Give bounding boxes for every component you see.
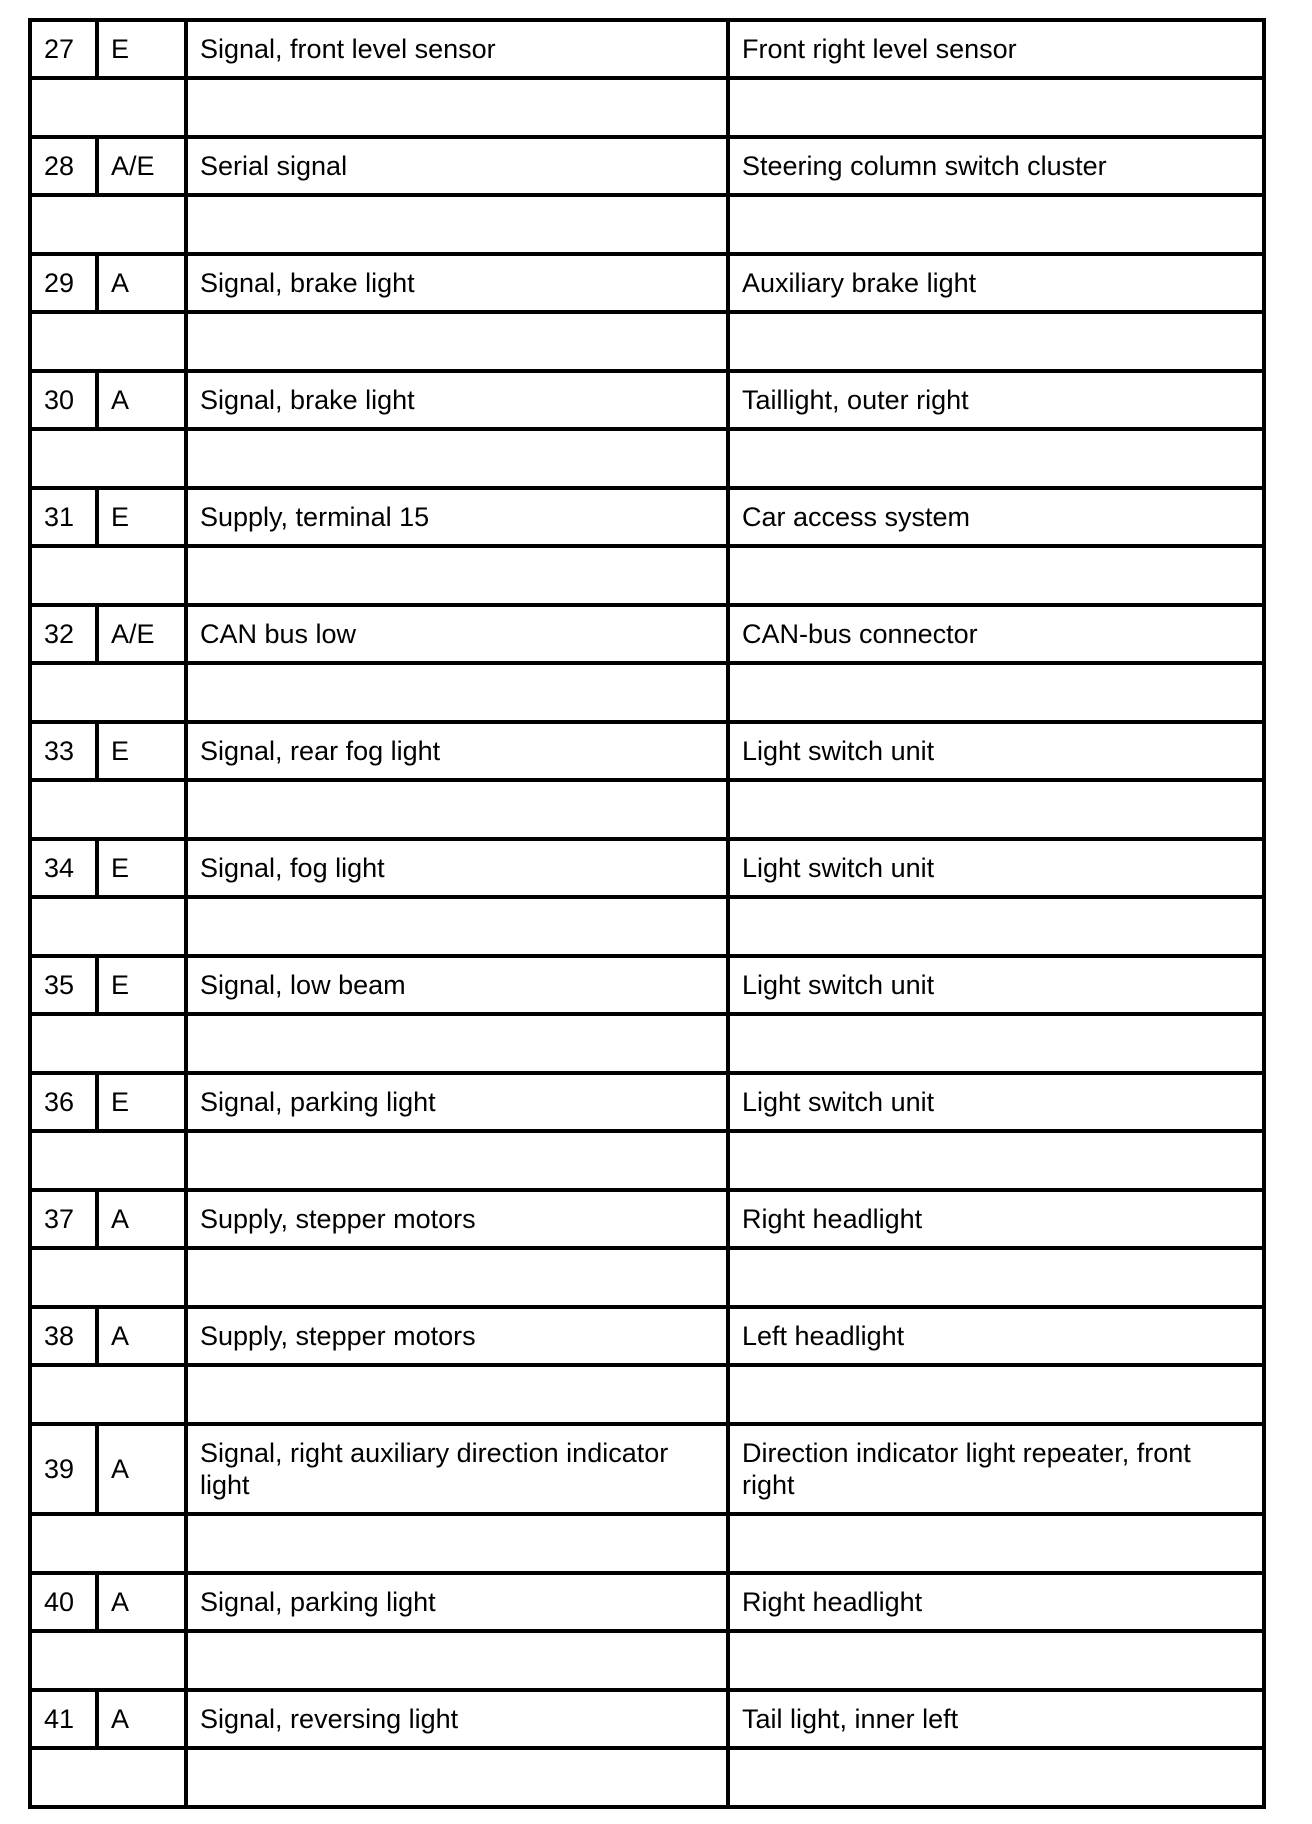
pin-number-cell: 30 — [30, 371, 97, 429]
empty-cell — [186, 1514, 728, 1573]
connected-component-cell: Car access system — [728, 488, 1264, 546]
pin-assignment-table — [28, 18, 1266, 1809]
empty-cell — [30, 1131, 186, 1190]
empty-cell — [30, 780, 186, 839]
empty-cell — [186, 1365, 728, 1424]
pin-number-cell: 29 — [30, 254, 97, 312]
empty-cell — [30, 1248, 186, 1307]
table-row — [30, 605, 1264, 663]
connected-component-cell: Light switch unit — [728, 1073, 1264, 1131]
signal-description-cell: CAN bus low — [186, 605, 728, 663]
table-spacer-row — [30, 1631, 1264, 1690]
table-spacer-row — [30, 78, 1264, 137]
empty-cell — [186, 1631, 728, 1690]
connected-component-cell: Right headlight — [728, 1190, 1264, 1248]
empty-cell — [30, 1631, 186, 1690]
empty-cell — [186, 780, 728, 839]
empty-cell — [186, 78, 728, 137]
table-spacer-row — [30, 1365, 1264, 1424]
table-spacer-row — [30, 1514, 1264, 1573]
table-row — [30, 1190, 1264, 1248]
signal-description-cell: Signal, brake light — [186, 371, 728, 429]
pin-number-cell: 31 — [30, 488, 97, 546]
empty-cell — [186, 663, 728, 722]
connected-component-cell: Auxiliary brake light — [728, 254, 1264, 312]
empty-cell — [728, 780, 1264, 839]
pin-number-cell: 37 — [30, 1190, 97, 1248]
connected-component-cell: Light switch unit — [728, 722, 1264, 780]
empty-cell — [30, 663, 186, 722]
pin-number-cell: 36 — [30, 1073, 97, 1131]
pin-number-cell: 38 — [30, 1307, 97, 1365]
signal-description-cell: Supply, stepper motors — [186, 1307, 728, 1365]
empty-cell — [728, 1365, 1264, 1424]
table-row — [30, 1690, 1264, 1748]
empty-cell — [186, 546, 728, 605]
empty-cell — [728, 663, 1264, 722]
table-row — [30, 371, 1264, 429]
pin-type-cell: E — [97, 722, 186, 780]
empty-cell — [30, 546, 186, 605]
pin-type-cell: E — [97, 1073, 186, 1131]
table-row — [30, 956, 1264, 1014]
empty-cell — [186, 1014, 728, 1073]
signal-description-cell: Signal, low beam — [186, 956, 728, 1014]
empty-cell — [186, 429, 728, 488]
empty-cell — [728, 195, 1264, 254]
empty-cell — [728, 1748, 1264, 1807]
empty-cell — [728, 546, 1264, 605]
pin-type-cell: A — [97, 1307, 186, 1365]
signal-description-cell: Signal, brake light — [186, 254, 728, 312]
pin-number-cell: 27 — [30, 20, 97, 78]
empty-cell — [728, 1248, 1264, 1307]
table-row — [30, 722, 1264, 780]
pin-number-cell: 41 — [30, 1690, 97, 1748]
pin-number-cell: 33 — [30, 722, 97, 780]
pin-type-cell: A — [97, 254, 186, 312]
empty-cell — [728, 1131, 1264, 1190]
empty-cell — [30, 312, 186, 371]
table-spacer-row — [30, 312, 1264, 371]
table-row — [30, 1073, 1264, 1131]
connected-component-cell: Left headlight — [728, 1307, 1264, 1365]
table-spacer-row — [30, 1748, 1264, 1807]
table-row — [30, 137, 1264, 195]
table-spacer-row — [30, 1131, 1264, 1190]
empty-cell — [30, 1365, 186, 1424]
pin-number-cell: 35 — [30, 956, 97, 1014]
table-spacer-row — [30, 780, 1264, 839]
pin-type-cell: E — [97, 839, 186, 897]
pin-type-cell: A/E — [97, 137, 186, 195]
empty-cell — [30, 1748, 186, 1807]
pin-number-cell: 28 — [30, 137, 97, 195]
empty-cell — [728, 429, 1264, 488]
pin-type-cell: A/E — [97, 605, 186, 663]
table-spacer-row — [30, 663, 1264, 722]
table-spacer-row — [30, 429, 1264, 488]
pin-type-cell: A — [97, 371, 186, 429]
signal-description-cell: Signal, reversing light — [186, 1690, 728, 1748]
table-row — [30, 1573, 1264, 1631]
signal-description-cell: Signal, rear fog light — [186, 722, 728, 780]
connected-component-cell: Tail light, inner left — [728, 1690, 1264, 1748]
connected-component-cell: CAN-bus connector — [728, 605, 1264, 663]
pin-number-cell: 39 — [30, 1424, 97, 1514]
pin-type-cell: A — [97, 1190, 186, 1248]
pin-type-cell: A — [97, 1424, 186, 1514]
signal-description-cell: Signal, front level sensor — [186, 20, 728, 78]
empty-cell — [186, 312, 728, 371]
pin-table-body — [30, 20, 1264, 1807]
table-row — [30, 254, 1264, 312]
pin-type-cell: A — [97, 1690, 186, 1748]
pin-type-cell: A — [97, 1573, 186, 1631]
pin-number-cell: 40 — [30, 1573, 97, 1631]
pin-number-cell: 34 — [30, 839, 97, 897]
pin-type-cell: E — [97, 20, 186, 78]
empty-cell — [728, 78, 1264, 137]
pin-type-cell: E — [97, 488, 186, 546]
signal-description-cell: Signal, fog light — [186, 839, 728, 897]
table-spacer-row — [30, 897, 1264, 956]
empty-cell — [186, 1248, 728, 1307]
table-row — [30, 1307, 1264, 1365]
empty-cell — [30, 897, 186, 956]
empty-cell — [728, 312, 1264, 371]
empty-cell — [728, 897, 1264, 956]
connected-component-cell: Taillight, outer right — [728, 371, 1264, 429]
empty-cell — [30, 1014, 186, 1073]
table-spacer-row — [30, 195, 1264, 254]
empty-cell — [30, 195, 186, 254]
empty-cell — [728, 1631, 1264, 1690]
table-spacer-row — [30, 1014, 1264, 1073]
empty-cell — [186, 1748, 728, 1807]
signal-description-cell: Signal, right auxiliary direction indicator light — [186, 1424, 728, 1514]
empty-cell — [30, 1514, 186, 1573]
table-spacer-row — [30, 546, 1264, 605]
connected-component-cell: Right headlight — [728, 1573, 1264, 1631]
connected-component-cell: Light switch unit — [728, 839, 1264, 897]
signal-description-cell: Signal, parking light — [186, 1073, 728, 1131]
signal-description-cell: Supply, terminal 15 — [186, 488, 728, 546]
empty-cell — [186, 897, 728, 956]
empty-cell — [186, 195, 728, 254]
table-row — [30, 488, 1264, 546]
empty-cell — [186, 1131, 728, 1190]
signal-description-cell: Serial signal — [186, 137, 728, 195]
connected-component-cell: Steering column switch cluster — [728, 137, 1264, 195]
connected-component-cell: Light switch unit — [728, 956, 1264, 1014]
signal-description-cell: Supply, stepper motors — [186, 1190, 728, 1248]
pin-number-cell: 32 — [30, 605, 97, 663]
table-row — [30, 20, 1264, 78]
empty-cell — [728, 1014, 1264, 1073]
table-row — [30, 1424, 1264, 1514]
connected-component-cell: Front right level sensor — [728, 20, 1264, 78]
empty-cell — [728, 1514, 1264, 1573]
signal-description-cell: Signal, parking light — [186, 1573, 728, 1631]
pin-type-cell: E — [97, 956, 186, 1014]
table-spacer-row — [30, 1248, 1264, 1307]
empty-cell — [30, 429, 186, 488]
connected-component-cell: Direction indicator light repeater, front right — [728, 1424, 1264, 1514]
empty-cell — [30, 78, 186, 137]
table-row — [30, 839, 1264, 897]
